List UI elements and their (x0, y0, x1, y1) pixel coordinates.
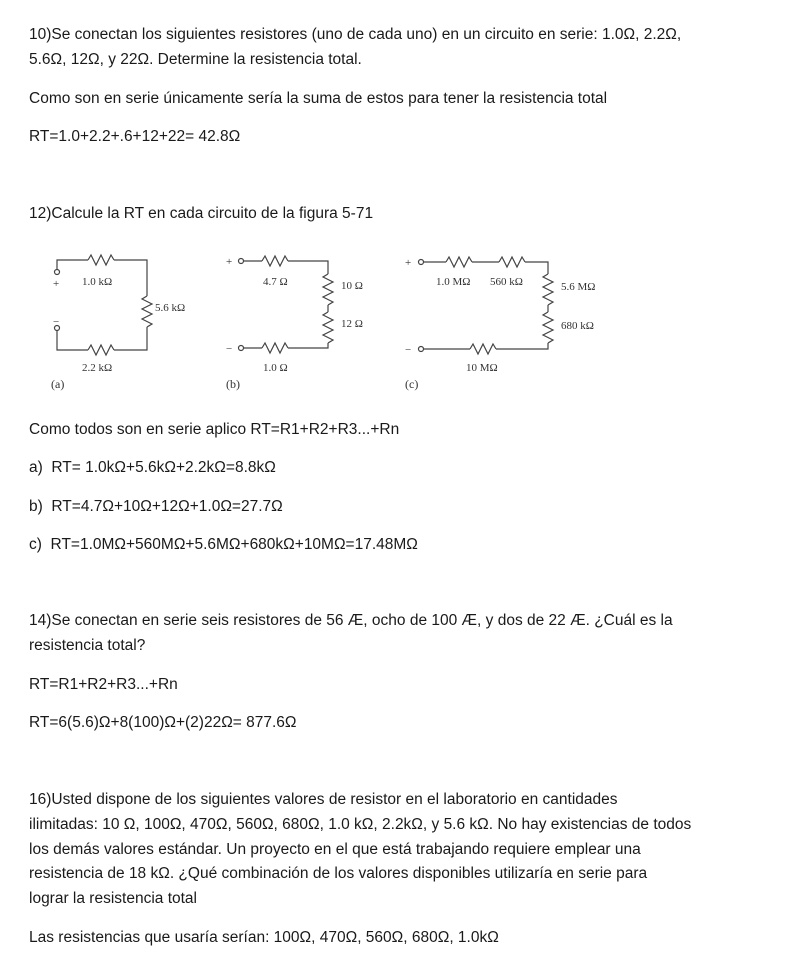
problem-12-answer-b: b) RT=4.7Ω+10Ω+12Ω+1.0Ω=27.7Ω (29, 498, 283, 515)
problem-16-question-line1: 16)Usted dispone de los siguientes valores de resistor en el laboratorio en cantidades (29, 791, 618, 808)
resistor-label: 2.2 kΩ (82, 362, 113, 374)
problem-14-formula: RT=R1+R2+R3...+Rn (29, 676, 178, 693)
resistor-label: 560 kΩ (490, 276, 523, 288)
problem-14-question-line1: 14)Se conectan en serie seis resistores de 56 Æ, ocho de 100 Æ, y dos de 22 Æ. ¿Cuál es la (29, 612, 673, 629)
resistor-icon (88, 255, 114, 265)
problem-16-answer: Las resistencias que usaría serían: 100Ω, 470Ω, 560Ω, 680Ω, 1.0kΩ (29, 929, 499, 946)
figure-label-b: (b) (226, 377, 240, 391)
resistor-icon (323, 312, 333, 343)
resistor-label: 10 Ω (341, 280, 363, 292)
problem-16-question-line5: lograr la resistencia total (29, 890, 197, 907)
resistor-icon (262, 256, 288, 266)
resistor-icon (323, 274, 333, 305)
resistor-icon (446, 257, 472, 267)
circuit-figure-5-71 (0, 0, 809, 405)
resistor-icon (543, 312, 553, 343)
plus-terminal: + (226, 256, 233, 268)
resistor-label: 10 MΩ (466, 362, 498, 374)
figure-label-c: (c) (405, 377, 419, 391)
resistor-label: 1.0 Ω (263, 362, 288, 374)
resistor-label: 680 kΩ (561, 320, 594, 332)
resistor-label: 5.6 kΩ (155, 302, 186, 314)
problem-10-question-line2: 5.6Ω, 12Ω, y 22Ω. Determine la resistencia total. (29, 51, 362, 68)
resistor-icon (88, 345, 114, 355)
problem-16-question-line4: resistencia de 18 kΩ. ¿Qué combinación de los valores disponibles utilizaría en serie para (29, 865, 648, 882)
problem-12-question: 12)Calcule la RT en cada circuito de la figura 5-71 (29, 205, 374, 222)
resistor-label: 5.6 MΩ (561, 281, 596, 293)
minus-terminal: − (405, 344, 412, 356)
circuit-a (51, 255, 185, 391)
minus-terminal: − (226, 343, 233, 355)
problem-16-question-line3: los demás valores estándar. Un proyecto en el que está trabajando requiere emplear una (29, 841, 641, 858)
figure-label-a: (a) (51, 377, 65, 391)
circuit-c (405, 257, 595, 391)
resistor-icon (543, 274, 553, 305)
resistor-label: 12 Ω (341, 318, 363, 330)
minus-terminal: − (53, 316, 60, 328)
resistor-label: 4.7 Ω (263, 276, 288, 288)
resistor-icon (470, 344, 496, 354)
plus-terminal: + (53, 278, 60, 290)
problem-12-answer-c: c) RT=1.0MΩ+560MΩ+5.6MΩ+680kΩ+10MΩ=17.48MΩ (29, 536, 418, 553)
resistor-label: 1.0 kΩ (82, 276, 113, 288)
problem-16-question-line2: ilimitadas: 10 Ω, 100Ω, 470Ω, 560Ω, 680Ω, 1.0 kΩ, 2.2kΩ, y 5.6 kΩ. No hay existencias de todos (29, 816, 692, 833)
problem-14-question-line2: resistencia total? (29, 637, 146, 654)
resistor-icon (142, 296, 152, 327)
problem-12-answer-a: a) RT= 1.0kΩ+5.6kΩ+2.2kΩ=8.8kΩ (29, 459, 276, 476)
problem-12-explanation: Como todos son en serie aplico RT=R1+R2+R3...+Rn (29, 421, 400, 438)
plus-terminal: + (405, 257, 412, 269)
resistor-icon (499, 257, 525, 267)
problem-14-result: RT=6(5.6)Ω+8(100)Ω+(2)22Ω= 877.6Ω (29, 714, 297, 731)
problem-10-result: RT=1.0+2.2+.6+12+22= 42.8Ω (29, 128, 241, 145)
problem-10-explanation: Como son en serie únicamente sería la suma de estos para tener la resistencia total (29, 90, 608, 107)
circuit-b (226, 256, 363, 391)
resistor-label: 1.0 MΩ (436, 276, 471, 288)
resistor-icon (262, 343, 288, 353)
problem-10-question-line1: 10)Se conectan los siguientes resistores (uno de cada uno) en un circuito en serie: 1.0Ω, 2.2Ω, (29, 26, 682, 43)
